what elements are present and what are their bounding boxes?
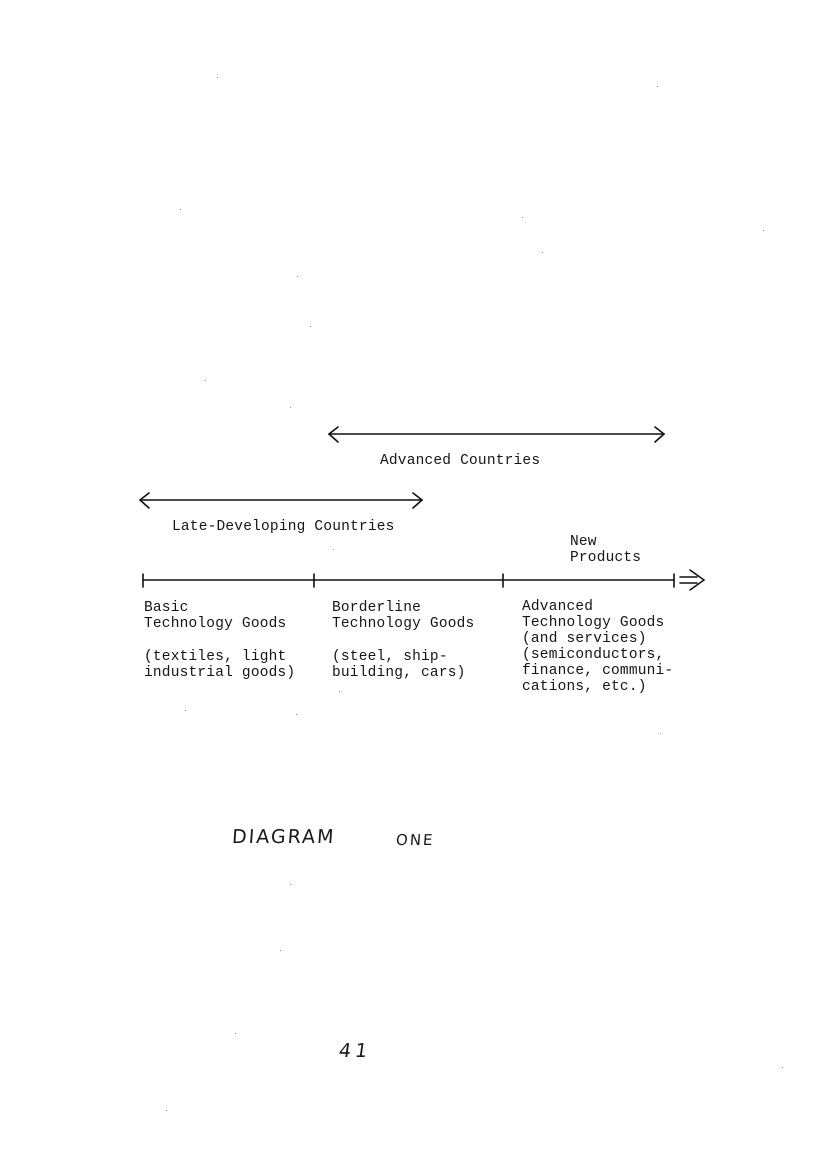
- late-developing-arrow: [140, 493, 422, 508]
- stage-basic-examples: (textiles, light industrial goods): [144, 649, 296, 681]
- scan-speck: [280, 950, 281, 951]
- scan-speck: [522, 217, 523, 218]
- scan-speck: [339, 691, 340, 692]
- caption-title: DIAGRAM: [231, 826, 337, 848]
- stage-advanced-examples: (semiconductors, finance, communi- cations, etc.): [522, 647, 674, 695]
- scan-speck: [657, 86, 658, 87]
- page-number: 41: [337, 1040, 373, 1062]
- scan-speck: [205, 380, 206, 381]
- stage-borderline-examples: (steel, ship- building, cars): [332, 649, 466, 681]
- scan-speck: [660, 733, 661, 734]
- new-products-arrow: [680, 570, 704, 590]
- advanced-countries-label: Advanced Countries: [380, 453, 541, 469]
- caption-number: ONE: [395, 831, 436, 849]
- new-products-label: New Products: [570, 534, 642, 566]
- scan-speck: [310, 326, 311, 327]
- scan-speck: [290, 407, 291, 408]
- scan-speck: [180, 209, 181, 210]
- stage-advanced-title: Advanced Technology Goods (and services): [522, 599, 665, 647]
- scan-speck: [217, 77, 218, 78]
- scan-speck: [763, 230, 764, 231]
- stage-borderline-title: Borderline Technology Goods: [332, 600, 475, 632]
- late-developing-label: Late-Developing Countries: [172, 519, 395, 535]
- scan-speck: [185, 710, 186, 711]
- scan-speck: [297, 276, 298, 277]
- technology-timeline-axis: [143, 574, 674, 587]
- scan-speck: [782, 1067, 783, 1068]
- stage-basic-title: Basic Technology Goods: [144, 600, 287, 632]
- scan-speck: [542, 252, 543, 253]
- advanced-countries-arrow: [329, 427, 664, 442]
- scan-speck: [235, 1033, 236, 1034]
- scan-speck: [166, 1110, 167, 1111]
- scan-speck: [296, 714, 297, 715]
- scan-speck: [333, 549, 334, 550]
- scan-speck: [290, 884, 291, 885]
